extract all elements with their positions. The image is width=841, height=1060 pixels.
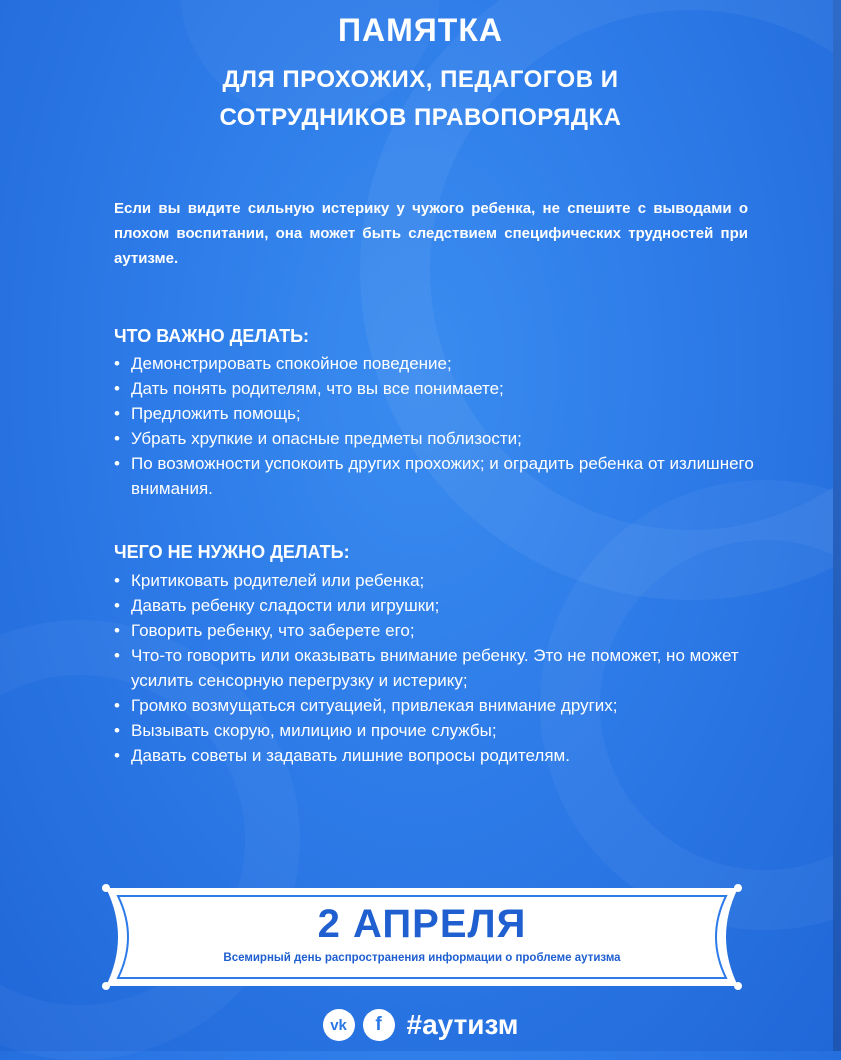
do-list xyxy=(114,351,754,501)
footer xyxy=(0,1009,841,1041)
facebook-icon[interactable]: f xyxy=(363,1009,395,1041)
dont-list-item: • Громко возмущаться ситуацией, привлекая внимание других; xyxy=(114,693,754,718)
dont-list-item: • Что-то говорить или оказывать внимание ребенку. Это не поможет, но может усилить сенсорную перегрузку и истерику; xyxy=(114,643,754,693)
do-list-item: • Дать понять родителям, что вы все понимаете; xyxy=(114,376,754,401)
date-banner xyxy=(100,884,744,990)
banner-caption: Всемирный день распространения информации о проблеме аутизма xyxy=(223,952,621,964)
intro-paragraph: Если вы видите сильную истерику у чужого ребенка, не спешите с выводами о плохом воспитании, она может быть следствием специфических трудностей при аутизме. xyxy=(114,200,748,267)
dont-list-item: • Критиковать родителей или ребенка; xyxy=(114,568,754,593)
dont-list-item: • Говорить ребенку, что заберете его; xyxy=(114,618,754,643)
dont-list-item: • Давать ребенку сладости или игрушки; xyxy=(114,593,754,618)
dont-section-heading: ЧЕГО НЕ НУЖНО ДЕЛАТЬ: xyxy=(114,542,350,562)
hashtag: #аутизм xyxy=(406,1009,519,1040)
page-title: ПАМЯТКА xyxy=(338,12,503,48)
do-list-item: • По возможности успокоить других прохожих; и оградить ребенка от излишнего внимания. xyxy=(114,451,754,501)
right-edge-band xyxy=(833,0,841,1051)
dont-list-item: • Давать советы и задавать лишние вопросы родителям. xyxy=(114,743,754,768)
dont-list xyxy=(114,568,754,768)
do-list-item: • Предложить помощь; xyxy=(114,401,754,426)
banner-date: 2 АПРЕЛЯ xyxy=(317,902,527,946)
page-subtitle-line-1: ДЛЯ ПРОХОЖИХ, ПЕДАГОГОВ И xyxy=(222,66,619,93)
do-list-item: • Убрать хрупкие и опасные предметы поблизости; xyxy=(114,426,754,451)
dont-list-item: • Вызывать скорую, милицию и прочие службы; xyxy=(114,718,754,743)
page-subtitle-line-2: СОТРУДНИКОВ ПРАВОПОРЯДКА xyxy=(219,104,622,131)
do-section-heading: ЧТО ВАЖНО ДЕЛАТЬ: xyxy=(114,326,310,346)
do-list-item: • Демонстрировать спокойное поведение; xyxy=(114,351,754,376)
vk-icon[interactable]: vk xyxy=(323,1009,355,1041)
